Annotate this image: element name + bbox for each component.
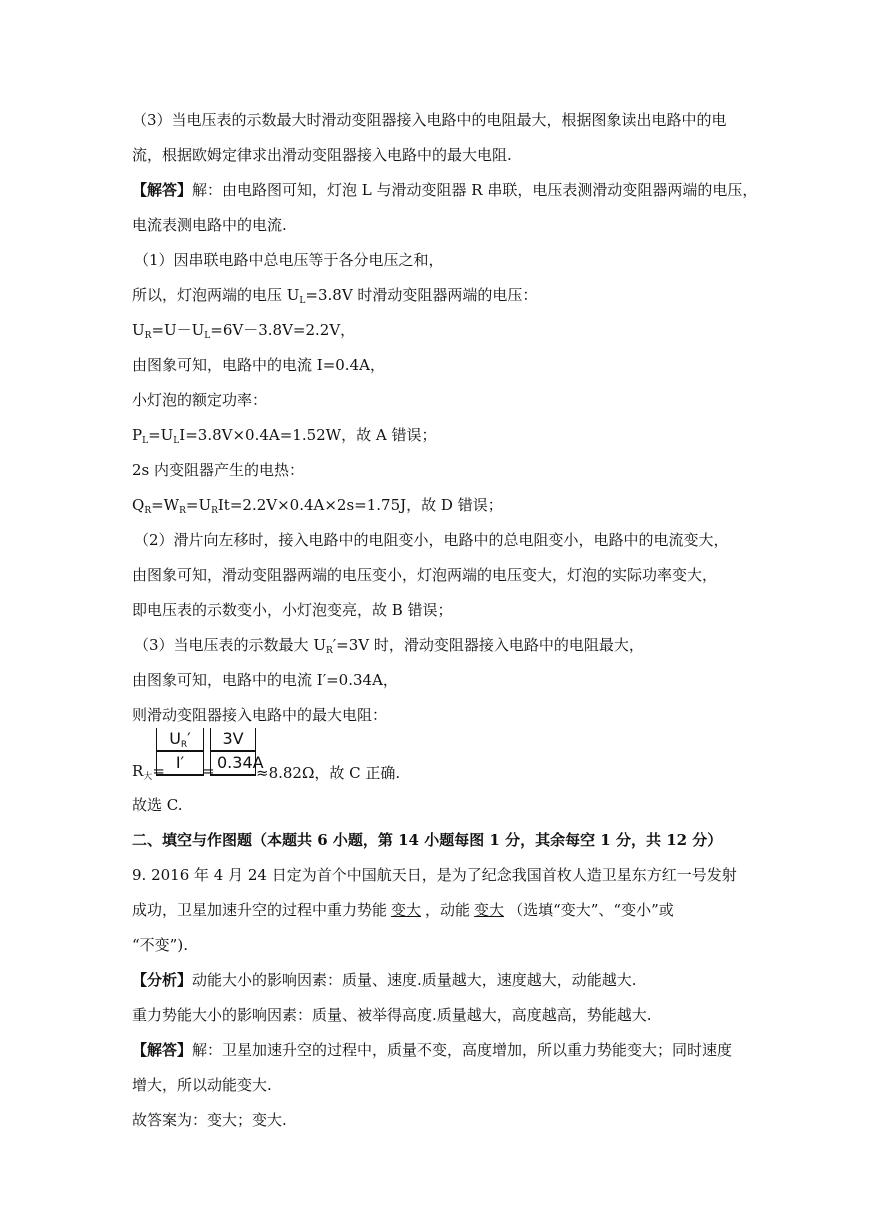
fraction-ur-over-i: $\frac{U_R'}{I'}$ (156, 728, 204, 776)
text-line: 2s 内变阻器产生的电热： (132, 461, 305, 479)
question-line: “不变”). (132, 936, 188, 954)
answer-intro-line: 【解答】解：由电路图可知，灯泡 L 与滑动变阻器 R 串联，电压表测滑动变阻器两端的电压， (132, 181, 758, 199)
result-text: ≈8.82Ω，故 C 正确. (256, 764, 401, 782)
text-line: 由图象可知，电路中的电流 I=0.4A， (132, 356, 385, 374)
text-line: （2）滑片向左移时，接入电路中的电阻变小，电路中的总电阻变小，电路中的电流变大， (134, 531, 729, 549)
analysis-line: 【分析】动能大小的影响因素：质量、速度.质量越大，速度越大，动能越大. (132, 971, 637, 989)
text-line: 重力势能大小的影响因素：质量、被举得高度.质量越大，高度越高，势能越大. (132, 1006, 652, 1024)
answer-blank: 变大 (391, 901, 422, 919)
text-line: 小灯泡的额定功率： (132, 391, 268, 409)
equals-sign: = (202, 762, 215, 780)
r-max-label: $R_大=$ (132, 762, 165, 782)
text-line: （3）当电压表的示数最大 $U_R'=3V$ 时，滑动变阻器接入电路中的电阻最大， (134, 636, 644, 656)
resistance-formula (132, 728, 592, 784)
analysis-tag: 【分析】 (132, 971, 193, 989)
answer-tag: 【解答】 (132, 181, 193, 199)
text-line: 由图象可知，滑动变阻器两端的电压变小，灯泡两端的电压变大，灯泡的实际功率变大， (132, 566, 718, 584)
text-line: 所以，灯泡两端的电压 $U_L=3.8V$ 时滑动变阻器两端的电压： (132, 286, 538, 306)
text-line: 则滑动变阻器接入电路中的最大电阻： (132, 706, 388, 724)
text-line: 故选 C. (132, 796, 183, 814)
section-heading: 二、填空与作图题（本题共 6 小题，第 14 小题每图 1 分，其余每空 1 分，共 12 分） (132, 831, 723, 849)
text-line: 由图象可知，电路中的电流 I′=0.34A， (132, 671, 398, 689)
fraction-3v-over-034a: $\frac{3V}{0.34A}$ (210, 728, 256, 776)
answer-line: 【解答】解：卫星加速升空的过程中，质量不变，高度增加，所以重力势能变大；同时速度 (132, 1041, 733, 1059)
text-line: 即电压表的示数变小，小灯泡变亮，故 B 错误； (132, 601, 453, 619)
question-line: 9. 2016 年 4 月 24 日定为首个中国航天日，是为了纪念我国首枚人造卫星东方红一号发射 (132, 866, 737, 884)
answer-blank: 变大 (474, 901, 505, 919)
formula-line: $Q_R=W_R=U_RIt=2.2V\times 0.4A\times 2s=1.75J$，故 D 错误； (132, 496, 503, 516)
formula-line: $P_L=U_LI=3.8V\times 0.4A=1.52W$，故 A 错误； (132, 426, 437, 446)
text-line: 增大，所以动能变大. (132, 1076, 272, 1094)
text-line: （3）当电压表的示数最大时滑动变阻器接入电路中的电阻最大，根据图象读出电路中的电 (132, 111, 727, 129)
question-line: 成功，卫星加速升空的过程中重力势能变大，动能变大（选填“变大”、“变小”或 (132, 901, 674, 919)
text-line: 流，根据欧姆定律求出滑动变阻器接入电路中的最大电阻. (132, 146, 512, 164)
final-answer: 故答案为：变大；变大. (132, 1111, 287, 1129)
text-line: 电流表测电路中的电流. (132, 216, 287, 234)
text-line: （1）因串联电路中总电压等于各分电压之和， (134, 251, 444, 269)
answer-tag: 【解答】 (132, 1041, 193, 1059)
formula-line: $U_R=U-U_L=6V-3.8V=2.2V$， (132, 321, 356, 341)
